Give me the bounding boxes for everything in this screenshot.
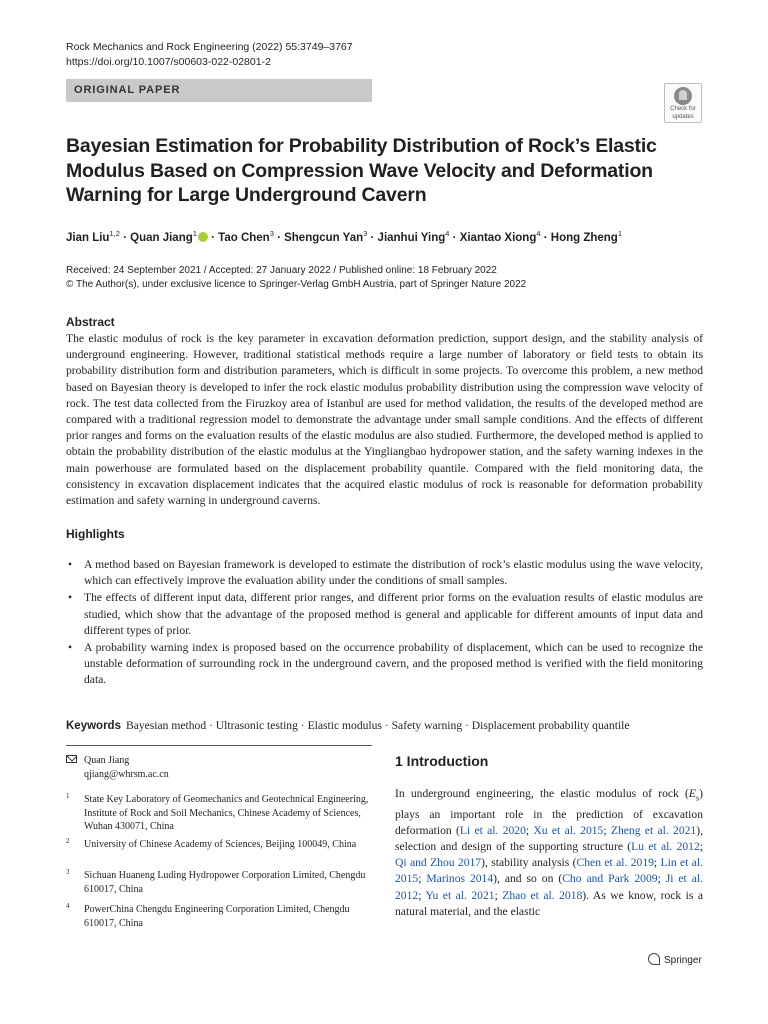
publication-dates	[66, 264, 526, 292]
text-run: ;	[657, 872, 666, 886]
author-affiliation: 1	[617, 229, 623, 238]
author-name[interactable]: Jian Liu	[66, 231, 110, 244]
author-affiliation: 3	[363, 229, 368, 238]
citation-link[interactable]: Ji et al. 2012	[395, 872, 703, 902]
author-name[interactable]: Hong Zheng	[550, 231, 618, 244]
author-list: Jian Liu$^{1,2}$ · Quan Jiang$^1$ · Tao Chen$^3$ · Shengcun Yan$^3$ · Jianhui Ying$^4$ · Xiantao Xiong$^4$ · Hong Zheng$^1$	[66, 229, 623, 244]
affiliation-text: PowerChina Chengdu Engineering Corporation Limited, Chengdu 610017, China	[84, 904, 350, 929]
text-run: ;	[494, 888, 503, 902]
text-run: ) plays an important role in the prediction of excavation deformation (	[395, 787, 703, 837]
text-run: ), selection and design of the supporting structure (	[395, 823, 704, 853]
affiliation-number: 1	[66, 792, 70, 800]
journal-citation	[66, 40, 353, 70]
citation-link[interactable]: Qi and Zhou 2017	[395, 856, 482, 870]
text-run: ), and so on (	[493, 872, 563, 886]
article-type-badge: ORIGINAL PAPER	[66, 79, 372, 102]
citation-link[interactable]: Zheng et al. 2021	[610, 823, 697, 837]
citation-link[interactable]: Lu et al. 2012	[631, 839, 700, 853]
publisher-name: Springer	[664, 955, 702, 966]
text-run: ). As we know, rock is a natural material, and the elastic	[395, 888, 703, 918]
email-link[interactable]: qjiang@whrsm.ac.cn	[84, 768, 169, 780]
citation-link[interactable]: Lin et al. 2015	[395, 856, 703, 886]
footnote-divider	[66, 745, 372, 746]
crossmark-icon	[674, 87, 692, 105]
corresponding-author: Quan Jiang	[84, 755, 130, 766]
keywords-text: Bayesian method · Ultrasonic testing · Elastic modulus · Safety warning · Displacement probability quantile	[125, 719, 630, 732]
keywords	[66, 719, 630, 732]
paper-title: Bayesian Estimation for Probability Distribution of Rock’s Elastic Modulus Based on Compression Wave Velocity and Deformation Warning for Large Underground Cavern	[66, 135, 657, 206]
text-run: ), stability analysis (	[481, 856, 577, 870]
check-for-updates-button[interactable]	[664, 83, 702, 123]
symbol-subscript: s	[696, 793, 700, 803]
correspondence	[84, 754, 169, 781]
affiliation-number: 2	[66, 837, 70, 845]
citation-link[interactable]: Li et al. 2020	[459, 823, 526, 837]
check-updates-line1: Check for	[670, 106, 696, 112]
check-updates-line2: updates	[672, 113, 694, 120]
author-affiliation: 4	[536, 229, 541, 238]
citation-link[interactable]: Marinos 2014	[426, 872, 494, 886]
highlight-item: • The effects of different input data, different prior ranges, and different prior forms on the evaluation results of elastic modulus are studied, which show that the advantage of the proposed method is general and applicable for different amounts of input data and different types of prior.	[66, 590, 703, 639]
highlights-list	[66, 557, 703, 690]
publisher-logo	[648, 953, 702, 966]
citation-link[interactable]: Yu et al. 2021	[425, 888, 495, 902]
citation-link[interactable]: Zhao et al. 2018	[502, 888, 583, 902]
abstract-heading: Abstract	[66, 315, 115, 329]
author-affiliation: 3	[269, 229, 274, 238]
citation-link[interactable]: Xu et al. 2015	[533, 823, 604, 837]
affiliation-text: Sichuan Huaneng Luding Hydropower Corporation Limited, Chengdu 610017, China	[84, 870, 366, 895]
affiliation-number: 4	[66, 902, 70, 910]
author-affiliation: 1	[192, 229, 197, 238]
author-name[interactable]: Shengcun Yan	[284, 231, 364, 244]
author-name[interactable]: Xiantao Xiong	[459, 231, 537, 244]
author-affiliation: 1,2	[109, 229, 120, 238]
history-dates: Received: 24 September 2021 / Accepted: 27 January 2022 / Published online: 18 February 2022	[66, 265, 497, 276]
text-run: In underground engineering, the elastic modulus of rock (	[395, 787, 689, 800]
citation-link[interactable]: Chen et al. 2019	[576, 856, 654, 870]
citation-link[interactable]: Cho and Park 2009	[562, 872, 658, 886]
copyright-line: © The Author(s), under exclusive licence to Springer-Verlag GmbH Austria, part of Springer Nature 2022	[66, 279, 527, 290]
text-run: ;	[418, 872, 427, 886]
envelope-icon	[66, 755, 77, 763]
doi-link[interactable]: https://doi.org/10.1007/s00603-022-02801-2	[66, 56, 271, 68]
text-run: ;	[525, 823, 534, 837]
introduction-text	[395, 786, 703, 920]
section-heading-introduction: 1 Introduction	[395, 753, 489, 769]
author-name[interactable]: Quan Jiang	[130, 231, 193, 244]
orcid-icon[interactable]	[198, 232, 208, 242]
springer-horse-icon	[648, 953, 660, 965]
symbol-es: E	[688, 787, 696, 800]
journal-line: Rock Mechanics and Rock Engineering (2022) 55:3749–3767	[66, 41, 353, 53]
text-run: ;	[699, 839, 703, 853]
highlight-item: • A probability warning index is proposed based on the occurrence probability of displacement, which can be used to recognize the unstable deformation of surrounding rock in the underground cavern, and the proposed method is verified with the field monitoring data.	[66, 640, 703, 689]
abstract-text: The elastic modulus of rock is the key parameter in excavation deformation prediction, support design, and the stability analysis of underground engineering. However, traditional statistical methods require a large number of laboratory or field tests to obtain its probability distribution form and distribution parameters, which is difficult in some projects. To overcome this problem, a new method based on Bayesian theory is developed to infer the rock elastic modulus probability distribution using the compression wave velocity of rock. The test data collected from the Firuzkoy area of Istanbul are used for method validation, the results of the developed method are compared with a traditional regression model to demonstrate the advantage under small sample conditions. And the effects of different prior ranges and forms on the evaluation results of the elastic modulus are also studied. Furthermore, the developed method is applied to obtain the probability distribution of the elastic modulus at the Yingliangbao hydropower station, and the safety warning indexes in the main powerhouse are formulated based on the displacement probability quantile. Compared with the field monitoring data, the consistency in excavation displacement indicates that the acquired elastic modulus of rock is reasonable for deformation probability estimation and safety warning in underground caverns.	[66, 332, 703, 508]
author-name[interactable]: Tao Chen	[218, 231, 270, 244]
highlights-heading: Highlights	[66, 527, 125, 541]
affiliation-text: State Key Laboratory of Geomechanics and Geotechnical Engineering, Institute of Rock and Soil Mechanics, Chinese Academy of Sciences, Wuhan 430071, China	[84, 794, 369, 832]
author-name[interactable]: Jianhui Ying	[377, 231, 446, 244]
author-affiliation: 4	[445, 229, 450, 238]
text-run: ;	[603, 823, 611, 837]
text-run: ;	[653, 856, 661, 870]
text-run: ;	[418, 888, 426, 902]
keywords-label: Keywords	[66, 720, 121, 732]
highlight-item: • A method based on Bayesian framework is developed to estimate the distribution of rock’s elastic modulus using the wave velocity, which can effectively improve the evaluation ability under the conditions of small samples.	[66, 557, 703, 589]
affiliation-number: 3	[66, 868, 70, 876]
affiliation-text: University of Chinese Academy of Sciences, Beijing 100049, China	[84, 839, 357, 850]
